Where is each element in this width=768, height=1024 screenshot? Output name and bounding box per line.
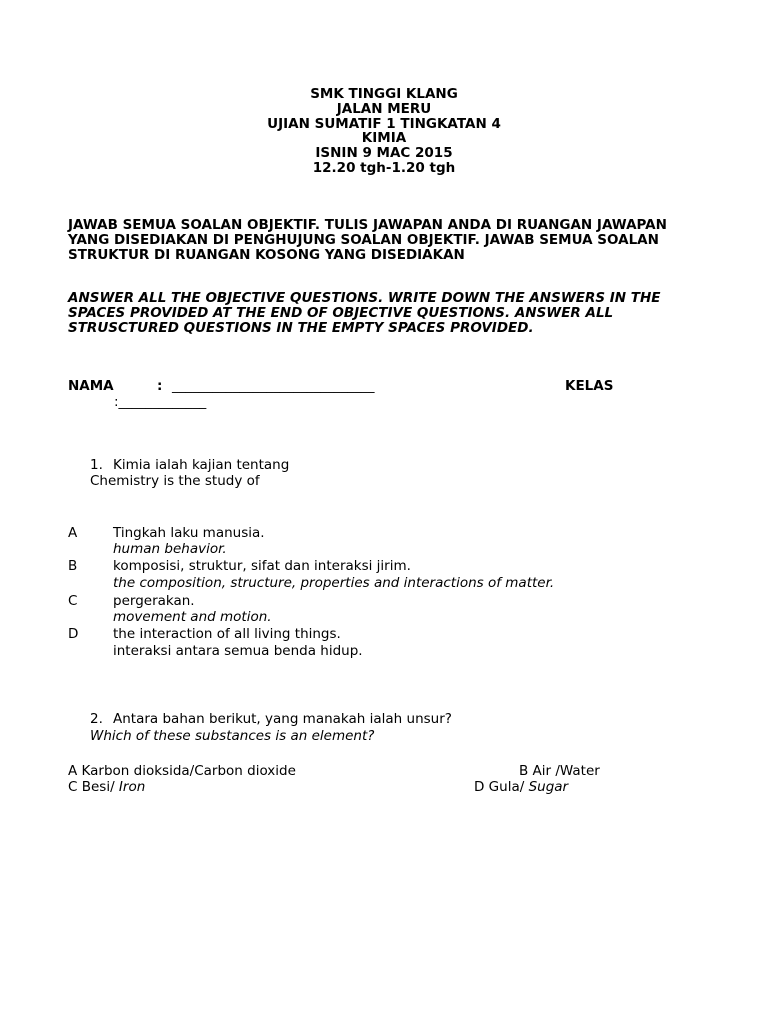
instructions-malay: JAWAB SEMUA SOALAN OBJEKTIF. TULIS JAWAPAN ANDA DI RUANGAN JAWAPAN YANG DISEDIAKAN DI PENGHUJUNG SOALAN OBJEKTIF. JAWAB SEMUA SOALAN STRUKTUR DI RUANGAN KOSONG YANG DISEDIAKAN (68, 217, 667, 263)
question-text-ms: Kimia ialah kajian tentang (113, 457, 290, 473)
option-d[interactable]: D Gula/ Sugar (474, 779, 569, 795)
exam-time: 12.20 tgh-1.20 tgh (312, 159, 456, 176)
class-label: KELAS (565, 378, 614, 394)
question-text-en: Which of these substances is an element? (90, 728, 375, 744)
option-text-ms[interactable]: Tingkah laku manusia. (113, 525, 265, 541)
option-letter: B (68, 558, 78, 574)
name-field[interactable]: ______________________________ (172, 378, 375, 394)
exam-title: UJIAN SUMATIF 1 TINGKATAN 4 (267, 115, 501, 132)
question-text-en: Chemistry is the study of (90, 473, 260, 489)
option-text-ms[interactable]: pergerakan. (113, 593, 195, 609)
question-text-ms: Antara bahan berikut, yang manakah ialah unsur? (113, 711, 452, 727)
option-text-en: movement and motion. (113, 609, 272, 625)
school-name: SMK TINGGI KLANG (310, 86, 458, 102)
option-c[interactable]: C Besi/ Iron (68, 779, 146, 795)
exam-header (0, 87, 768, 176)
option-b[interactable]: B Air /Water (519, 763, 600, 779)
subject-name: KIMIA (361, 130, 407, 147)
option-letter: A (68, 525, 78, 541)
question-number: 1. (90, 457, 103, 473)
option-text-en: human behavior. (113, 541, 227, 557)
option-text-ms: interaksi antara semua benda hidup. (113, 643, 363, 659)
option-text-en[interactable]: the interaction of all living things. (113, 626, 341, 642)
school-address: JALAN MERU (336, 100, 432, 117)
question-number: 2. (90, 711, 103, 727)
option-letter: D (68, 626, 79, 642)
option-letter: C (68, 593, 78, 609)
class-field[interactable]: :_____________ (114, 394, 207, 410)
name-label: NAMA (68, 378, 114, 394)
name-colon: : (157, 378, 163, 394)
option-a[interactable]: A Karbon dioksida/Carbon dioxide (68, 763, 296, 779)
exam-date: ISNIN 9 MAC 2015 (315, 145, 453, 162)
option-text-en: the composition, structure, properties and interactions of matter. (113, 575, 555, 591)
instructions-english: ANSWER ALL THE OBJECTIVE QUESTIONS. WRITE DOWN THE ANSWERS IN THE SPACES PROVIDED AT THE END OF OBJECTIVE QUESTIONS. ANSWER ALL STRUSCTURED QUESTIONS IN THE EMPTY SPACES PROVIDED. (68, 290, 661, 336)
option-text-ms[interactable]: komposisi, struktur, sifat dan interaksi jirim. (113, 558, 411, 574)
